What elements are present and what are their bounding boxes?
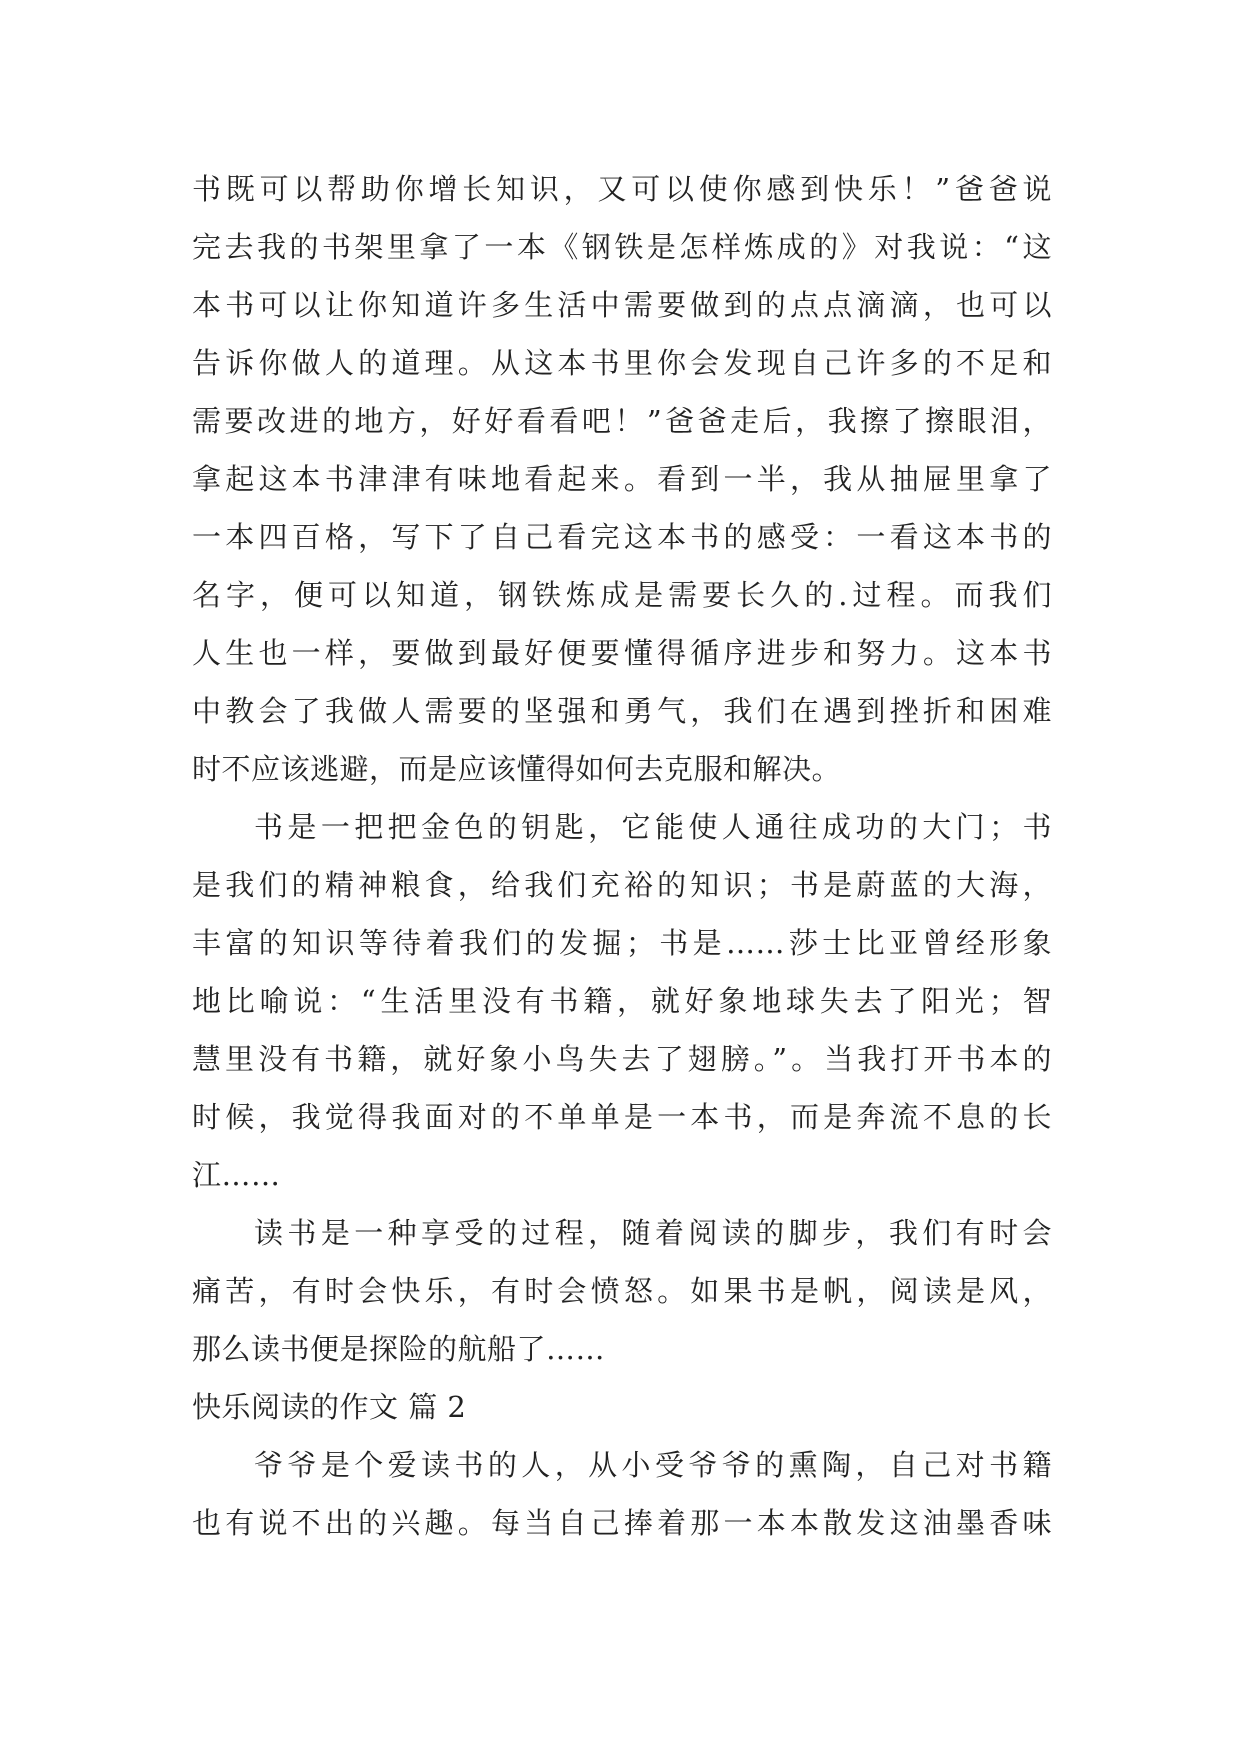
text-line: 完去我的书架里拿了一本《钢铁是怎样炼成的》对我说：“这 — [192, 230, 1052, 264]
paragraph-4 — [192, 1436, 1052, 1552]
text-line: 书是一把把金色的钥匙，它能使人通往成功的大门；书 — [254, 810, 1052, 844]
text-line: 拿起这本书津津有味地看起来。看到一半，我从抽屉里拿了 — [192, 462, 1052, 496]
paragraph-2 — [192, 798, 1052, 1204]
text-line: 读书是一种享受的过程，随着阅读的脚步，我们有时会 — [254, 1216, 1052, 1250]
text-line: 书既可以帮助你增长知识，又可以使你感到快乐！”爸爸说 — [192, 172, 1052, 206]
text-line: 需要改进的地方，好好看看吧！”爸爸走后，我擦了擦眼泪， — [192, 404, 1052, 438]
text-line: 本书可以让你知道许多生活中需要做到的点点滴滴，也可以 — [192, 288, 1052, 322]
text-line: 痛苦，有时会快乐，有时会愤怒。如果书是帆，阅读是风， — [192, 1274, 1052, 1308]
section-heading: 快乐阅读的作文 篇 2 — [192, 1390, 467, 1424]
text-line: 爷爷是个爱读书的人，从小受爷爷的熏陶，自己对书籍 — [254, 1448, 1052, 1482]
text-line: 时候，我觉得我面对的不单单是一本书，而是奔流不息的长 — [192, 1100, 1052, 1134]
text-line: 丰富的知识等待着我们的发掘；书是……莎士比亚曾经形象 — [192, 926, 1052, 960]
text-line: 人生也一样，要做到最好便要懂得循序进步和努力。这本书 — [192, 636, 1052, 670]
text-line: 慧里没有书籍，就好象小鸟失去了翅膀。”。当我打开书本的 — [192, 1042, 1052, 1076]
text-line: 一本四百格，写下了自己看完这本书的感受：一看这本书的 — [192, 520, 1052, 554]
text-line: 是我们的精神粮食，给我们充裕的知识；书是蔚蓝的大海， — [192, 868, 1052, 902]
text-line: 那么读书便是探险的航船了…… — [192, 1332, 606, 1366]
text-line: 名字，便可以知道，钢铁炼成是需要长久的.过程。而我们 — [192, 578, 1052, 612]
paragraph-3 — [192, 1204, 1052, 1378]
text-line: 时不应该逃避，而是应该懂得如何去克服和解决。 — [192, 752, 842, 786]
document-body — [192, 160, 1052, 1552]
text-line: 江…… — [192, 1158, 281, 1192]
paragraph-1 — [192, 160, 1052, 798]
text-line: 中教会了我做人需要的坚强和勇气，我们在遇到挫折和困难 — [192, 694, 1052, 728]
text-line: 也有说不出的兴趣。每当自己捧着那一本本散发这油墨香味 — [192, 1506, 1052, 1540]
text-line: 告诉你做人的道理。从这本书里你会发现自己许多的不足和 — [192, 346, 1052, 380]
text-line: 地比喻说：“生活里没有书籍，就好象地球失去了阳光；智 — [192, 984, 1052, 1018]
